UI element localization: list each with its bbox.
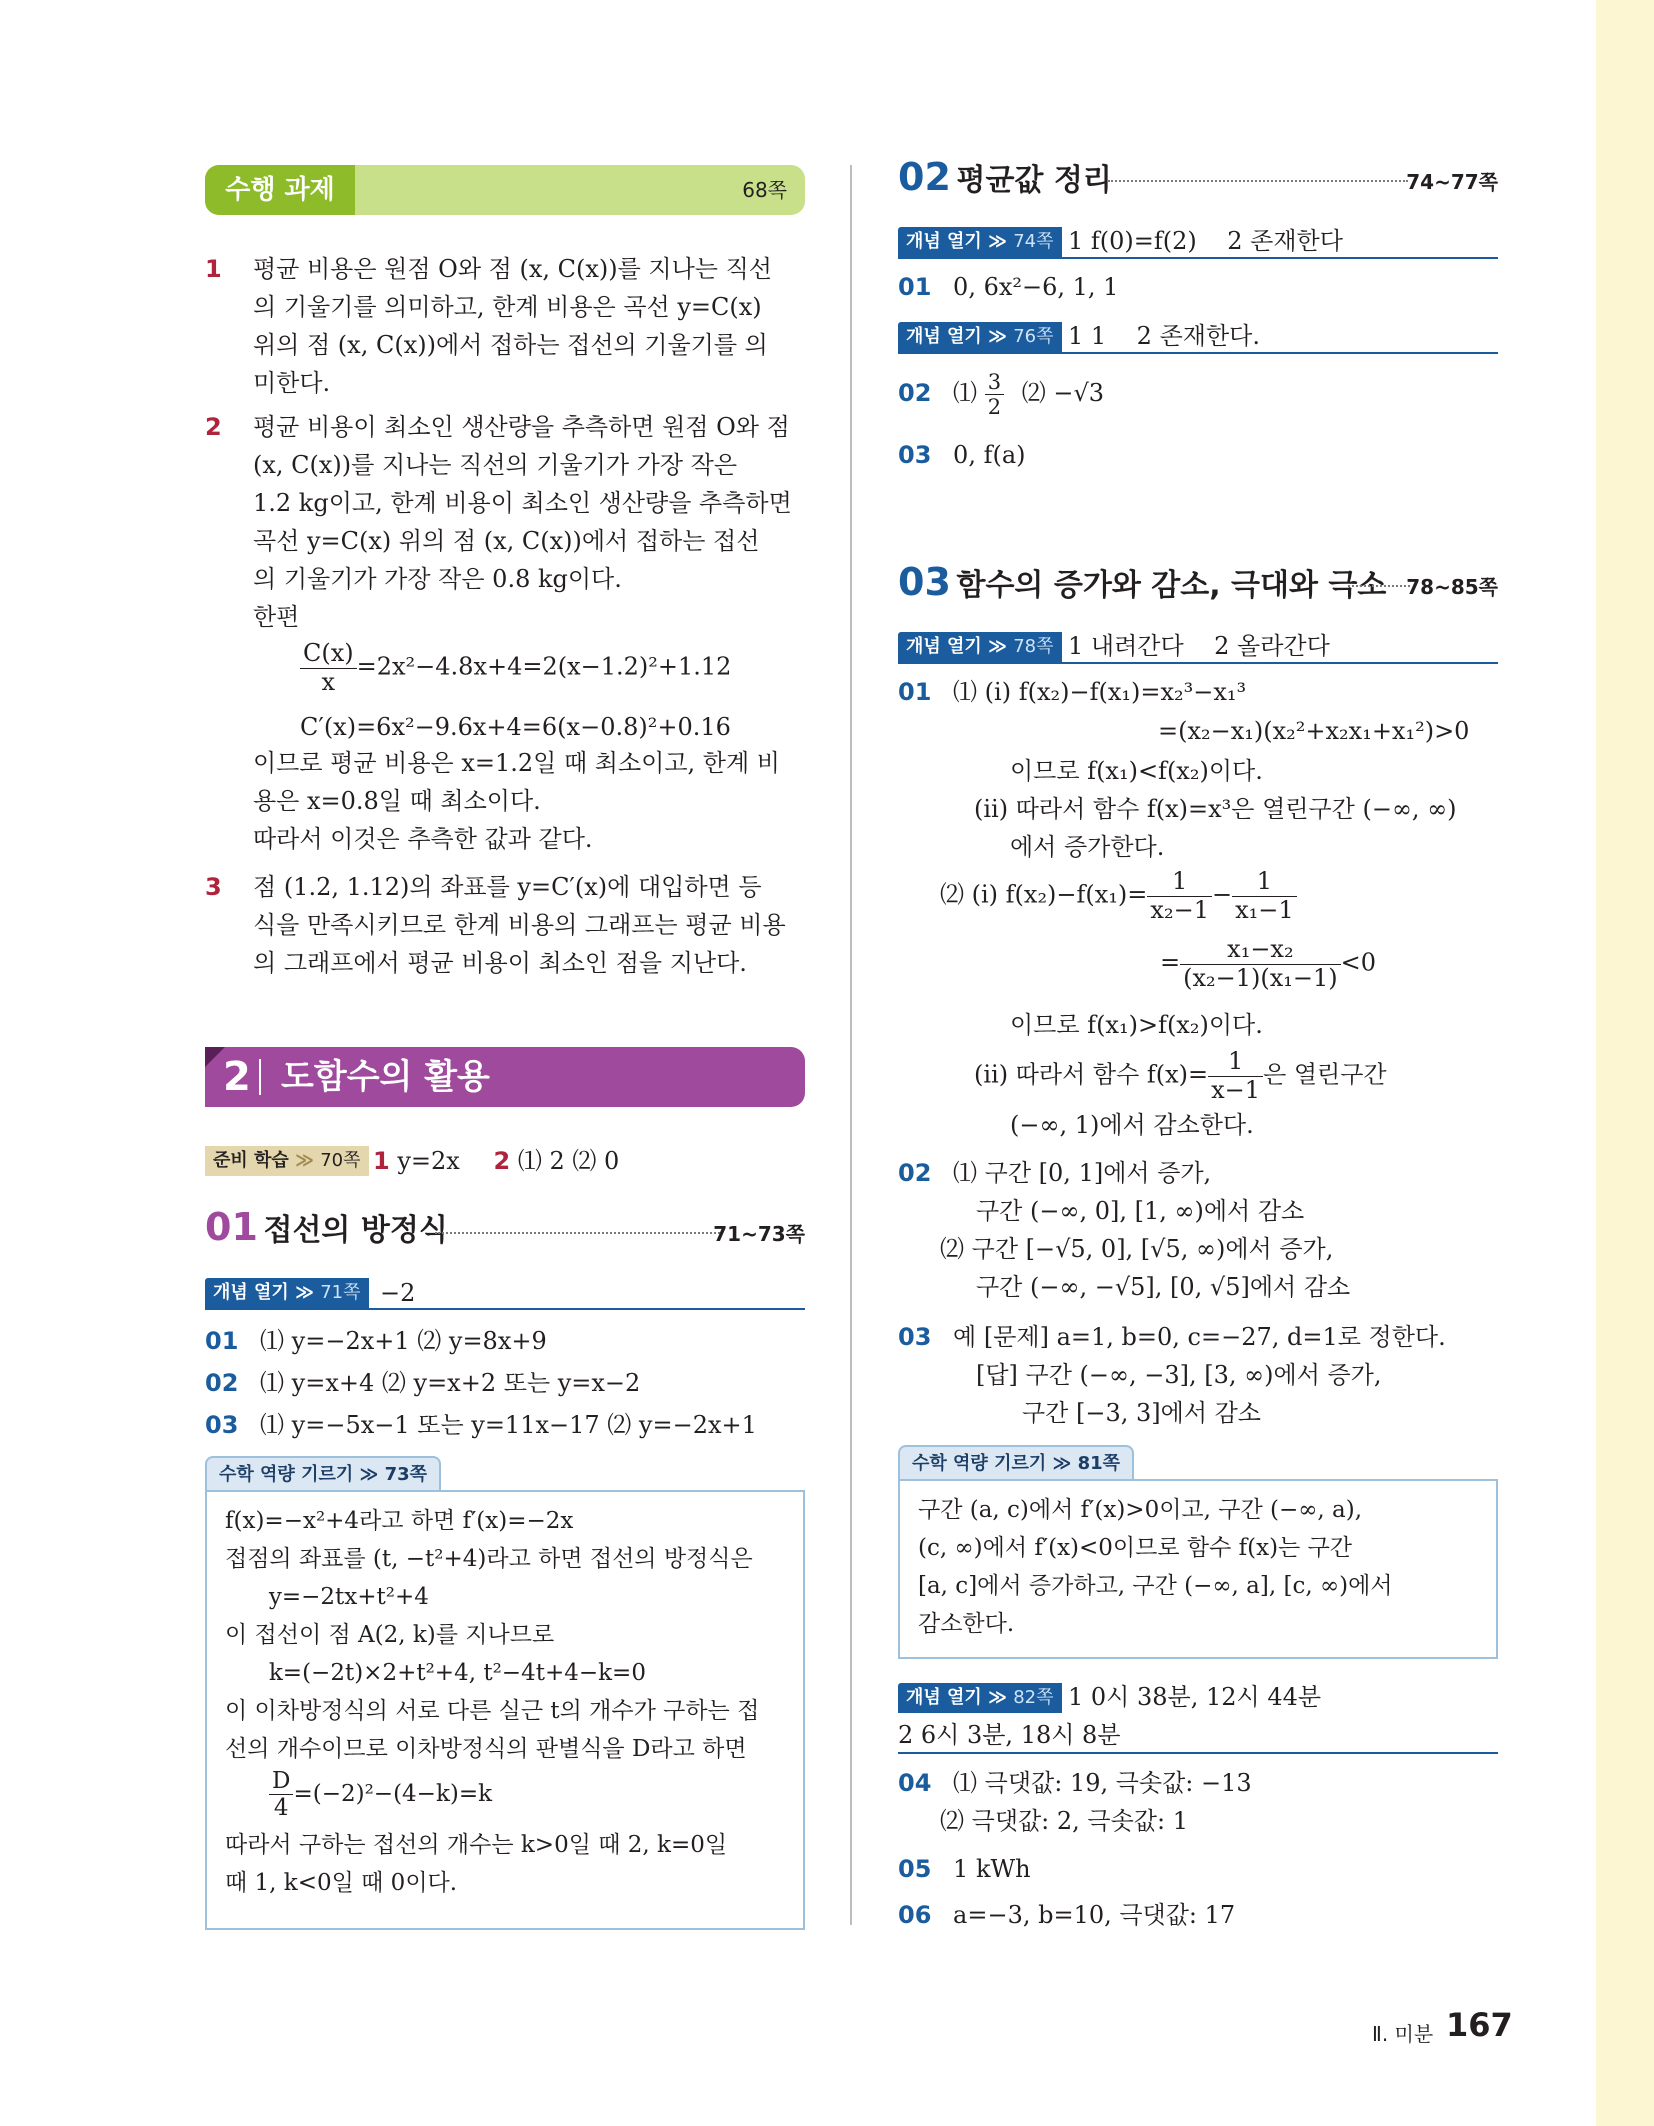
- text-line: 감소한다.: [918, 1611, 1015, 1637]
- badge-label: 개념 열기: [906, 326, 982, 347]
- double-arrow-icon: ≫: [988, 326, 1007, 347]
- task-item-text: [253, 868, 805, 982]
- text-line: f(x)=−x²+4라고 하면 f′(x)=−2x: [225, 1508, 574, 1534]
- fraction: $\frac{1}{x-1}$: [1208, 1048, 1263, 1104]
- answer-text: ⑴ y=x+4 ⑵ y=x+2 또는 y=x−2: [260, 1369, 641, 1397]
- answer-text: (ⅱ) 따라서 함수 f(x)=x³은 열린구간 (−∞, ∞): [974, 795, 1457, 823]
- task-header: [205, 165, 805, 215]
- answer-text: a=−3, b=10, 극댓값: 17: [953, 1901, 1236, 1929]
- task-item-2-conclusion: [253, 744, 813, 858]
- section-number: 02: [898, 155, 951, 199]
- discriminant-equation: [269, 1768, 795, 1826]
- answer-number: 03: [205, 1411, 239, 1439]
- skill-box: [898, 1479, 1498, 1659]
- answer-text: ⑴: [953, 379, 978, 408]
- page-number: 167: [1446, 2006, 1513, 2044]
- section-pages: 74~77쪽: [1406, 170, 1498, 194]
- answer-row: [205, 1406, 805, 1444]
- task-item-number: 1: [205, 255, 222, 283]
- prep-badge: [205, 1146, 369, 1176]
- answer-number: 05: [898, 1855, 932, 1883]
- text-line: 따라서 이것은 추측한 값과 같다.: [253, 825, 593, 853]
- answer-06: [898, 1896, 1235, 1934]
- double-arrow-icon: ≫: [295, 1150, 314, 1171]
- badge-page: 71쪽: [320, 1282, 361, 1303]
- task-item-2: [205, 408, 805, 636]
- answer-text: 이므로 f(x₁)>f(x₂)이다.: [1010, 1011, 1263, 1039]
- answer-text: <0: [1340, 948, 1377, 977]
- double-arrow-icon: ≫: [295, 1282, 314, 1303]
- section-02-title: [898, 155, 1112, 199]
- answer-row: [898, 370, 1104, 419]
- task-item-number: 3: [205, 873, 222, 901]
- fraction: $\frac{\text{x₁−x₂}}{\text{(x₂−1)(x₁−1)}}$: [1180, 936, 1341, 992]
- answer-row: [205, 1322, 805, 1360]
- skill-tab: 수학 역량 기르기 ≫ 81쪽: [898, 1445, 1134, 1481]
- answer-number: 03: [898, 1323, 932, 1351]
- text-line: 이 이차방정식의 서로 다른 실근 t의 개수가 구하는 접: [225, 1698, 760, 1724]
- skill-box: [205, 1490, 805, 1930]
- text-line: 따라서 구하는 접선의 개수는 k>0일 때 2, k=0일: [225, 1832, 728, 1858]
- answer-text: 은 열린구간: [1263, 1060, 1387, 1089]
- section-number: 01: [205, 1205, 258, 1249]
- task-page: 68쪽: [742, 178, 787, 202]
- answer-01: [898, 673, 1498, 711]
- concept-badge: [205, 1278, 369, 1308]
- text-line: k=(−2t)×2+t²+4, t²−4t+4−k=0: [225, 1660, 646, 1686]
- concept-answer: 1 1 2 존재한다.: [1068, 322, 1260, 350]
- answer-text: 이므로 f(x₁)<f(x₂)이다.: [1010, 757, 1263, 785]
- answer-number: 02: [898, 1159, 932, 1187]
- task-item-text: [253, 250, 805, 402]
- fraction: $\frac{D}{4}$: [269, 1768, 293, 1822]
- answer-text: ⑵ 극댓값: 2, 극솟값: 1: [940, 1807, 1188, 1835]
- text-line: y=−2tx+t²+4: [225, 1584, 429, 1610]
- answer-text: 구간 [−3, 3]에서 감소: [1022, 1399, 1261, 1427]
- corner-tab: [205, 1047, 225, 1067]
- text-line: 미한다.: [253, 369, 331, 397]
- answer-02: [898, 1154, 1498, 1192]
- answer-number: 04: [898, 1769, 932, 1797]
- answer-text: ⑵ (ⅰ) f(x₂)−f(x₁)=: [940, 880, 1148, 909]
- answer-number: 02: [898, 379, 932, 408]
- section-name: 접선의 방정식: [263, 1213, 448, 1248]
- badge-label: 개념 열기: [906, 1687, 982, 1708]
- double-arrow-icon: ≫: [988, 636, 1007, 657]
- prep-answers: [373, 1142, 619, 1180]
- divider: [259, 1059, 261, 1095]
- text-line: 구간 (a, c)에서 f′(x)>0이고, 구간 (−∞, a),: [918, 1497, 1363, 1523]
- concept-answer: 1 0시 38분, 12시 44분: [1068, 1683, 1322, 1711]
- answer-text: 구간 (−∞, −√5], [0, √5]에서 감소: [976, 1273, 1351, 1301]
- text-line: 선의 개수이므로 이차방정식의 판별식을 D라고 하면: [225, 1736, 747, 1762]
- text-line: 때 1, k<0일 때 0이다.: [225, 1870, 458, 1896]
- concept-badge: [898, 1683, 1062, 1713]
- task-item-3: [205, 868, 805, 982]
- badge-page: 78쪽: [1013, 636, 1054, 657]
- answer-number: 2: [493, 1147, 511, 1175]
- answer-text: ⑵ 구간 [−√5, 0], [√5, ∞)에서 증가,: [940, 1235, 1334, 1263]
- text-line: (c, ∞)에서 f′(x)<0이므로 함수 f(x)는 구간: [918, 1535, 1353, 1561]
- answer-number: 01: [898, 273, 932, 301]
- fraction: $\frac{C(x)}{x}$: [300, 640, 357, 696]
- answer-text: ⑴ 구간 [0, 1]에서 증가,: [953, 1159, 1212, 1187]
- equation-rhs: =(−2)²−(4−k)=k: [293, 1780, 493, 1807]
- answer-row: [205, 1364, 805, 1402]
- text-line: 위의 점 (x, C(x))에서 접하는 접선의 기울기를 의: [253, 331, 768, 359]
- section-01-title: [205, 1205, 448, 1249]
- dotted-leader: [1348, 585, 1410, 587]
- text-line: 의 기울기를 의미하고, 한계 비용은 곡선 y=C(x): [253, 293, 762, 321]
- section-name: 함수의 증가와 감소, 극대와 극소: [956, 568, 1387, 603]
- equation-marginal-cost: C′(x)=6x²−9.6x+4=6(x−0.8)²+0.16: [300, 713, 731, 741]
- text-line: [a, c]에서 증가하고, 구간 (−∞, a], [c, ∞)에서: [918, 1573, 1393, 1599]
- badge-page: 82쪽: [1013, 1687, 1054, 1708]
- column-divider: [850, 165, 852, 1925]
- answer-number: 01: [205, 1327, 239, 1355]
- text-line: 이므로 평균 비용은 x=1.2일 때 최소이고, 한계 비: [253, 749, 780, 777]
- underline: [898, 257, 1498, 259]
- dotted-leader: [435, 1232, 720, 1234]
- operator: =: [1160, 948, 1181, 977]
- equation-rhs: =2x²−4.8x+4=2(x−1.2)²+1.12: [356, 652, 732, 681]
- answer-text: (−∞, 1)에서 감소한다.: [1010, 1111, 1254, 1139]
- text-line: 식을 만족시키므로 한계 비용의 그래프는 평균 비용: [253, 911, 786, 939]
- text-line: 의 기울기가 가장 작은 0.8 kg이다.: [253, 565, 622, 593]
- answer-04: [898, 1764, 1498, 1802]
- chapter-title: 도함수의 활용: [281, 1057, 490, 1097]
- concept-answer: 2 6시 3분, 18시 8분: [898, 1721, 1121, 1749]
- operator: −: [1211, 880, 1233, 909]
- text-line: 평균 비용은 원점 O와 점 (x, C(x))를 지나는 직선: [253, 255, 772, 283]
- answer-text: 에서 증가한다.: [1010, 833, 1165, 861]
- answer-number: 03: [898, 441, 932, 469]
- answer-03: [898, 1318, 1498, 1356]
- text-line: 곡선 y=C(x) 위의 점 (x, C(x))에서 접하는 접선: [253, 527, 760, 555]
- chapter-number: 2: [223, 1054, 251, 1100]
- task-item-1: [205, 250, 805, 402]
- answer-text: ⑴ 2 ⑵ 0: [517, 1147, 620, 1175]
- badge-page: 74쪽: [1013, 231, 1054, 252]
- underline: [898, 662, 1498, 664]
- concept-answer: −2: [380, 1279, 416, 1307]
- concept-badge: [898, 632, 1062, 662]
- answer-text: ⑵ −√3: [1021, 379, 1105, 408]
- text-line: 접점의 좌표를 (t, −t²+4)라고 하면 접선의 방정식은: [225, 1546, 753, 1572]
- text-line: 이 접선이 점 A(2, k)를 지나므로: [225, 1622, 555, 1648]
- underline: [205, 1308, 805, 1310]
- fraction: $\frac{1}{\text{x₂−1}}$: [1147, 868, 1212, 924]
- chapter-header: [205, 1047, 805, 1107]
- answer-text: 구간 (−∞, 0], [1, ∞)에서 감소: [976, 1197, 1305, 1225]
- answer-text: ⑴ y=−5x−1 또는 y=11x−17 ⑵ y=−2x+1: [260, 1411, 757, 1439]
- concept-answer: 1 내려간다 2 올라간다: [1068, 632, 1330, 660]
- answer-text: 0, f(a): [953, 441, 1026, 469]
- text-line: 점 (1.2, 1.12)의 좌표를 y=C′(x)에 대입하면 등: [253, 873, 762, 901]
- dotted-leader: [1108, 180, 1408, 182]
- answer-text: [답] 구간 (−∞, −3], [3, ∞)에서 증가,: [976, 1361, 1382, 1389]
- double-arrow-icon: ≫: [988, 231, 1007, 252]
- underline: [898, 1752, 1498, 1754]
- answer-number: 01: [898, 678, 932, 706]
- text-line: 한편: [253, 603, 300, 631]
- task-item-number: 2: [205, 413, 222, 441]
- section-pages: 71~73쪽: [713, 1222, 805, 1246]
- answer-text: ⑴ y=−2x+1 ⑵ y=8x+9: [260, 1327, 547, 1355]
- text-line: (x, C(x))를 지나는 직선의 기울기가 가장 작은: [253, 451, 738, 479]
- skill-text: [225, 1502, 795, 1902]
- page-side-band: [1596, 0, 1654, 2126]
- concept-badge: [898, 227, 1062, 257]
- answer-text: ⑴ (ⅰ) f(x₂)−f(x₁)=x₂³−x₁³: [953, 678, 1247, 706]
- badge-label: 개념 열기: [906, 231, 982, 252]
- answer-fraction-line: [940, 868, 1297, 924]
- fraction: $\frac{1}{\text{x₁−1}}$: [1232, 868, 1297, 924]
- answer-text: y=2x: [397, 1147, 460, 1175]
- section-name: 평균값 정리: [956, 163, 1112, 198]
- footer-chapter: Ⅱ. 미분: [1372, 2022, 1434, 2046]
- answer-text: (ⅱ) 따라서 함수 f(x)=: [974, 1060, 1209, 1089]
- concept-badge: [898, 322, 1062, 352]
- answer-text: 0, 6x²−6, 1, 1: [953, 273, 1119, 301]
- answer-text: =(x₂−x₁)(x₂²+x₂x₁+x₁²)>0: [1158, 717, 1470, 745]
- answer-row: [898, 436, 1026, 474]
- prep-label: 준비 학습: [213, 1150, 289, 1171]
- badge-label: 개념 열기: [213, 1282, 289, 1303]
- answer-fraction-line: [1160, 936, 1376, 992]
- text-line: 평균 비용이 최소인 생산량을 추측하면 원점 O와 점: [253, 413, 790, 441]
- section-03-title: [898, 560, 1386, 604]
- skill-tab: 수학 역량 기르기 ≫ 73쪽: [205, 1456, 441, 1492]
- equation-average-cost: [300, 640, 731, 696]
- double-arrow-icon: ≫: [988, 1687, 1007, 1708]
- fraction: $\frac{3}{2}$: [985, 370, 1004, 419]
- concept-answer: 1 f(0)=f(2) 2 존재한다: [1068, 227, 1343, 255]
- underline: [898, 352, 1498, 354]
- text-line: 용은 x=0.8일 때 최소이다.: [253, 787, 541, 815]
- badge-page: 76쪽: [1013, 326, 1054, 347]
- answer-text: 1 kWh: [953, 1855, 1031, 1883]
- answer-text: 예 [문제] a=1, b=0, c=−27, d=1로 정한다.: [953, 1323, 1446, 1351]
- answer-text: ⑴ 극댓값: 19, 극솟값: −13: [953, 1769, 1252, 1797]
- answer-fraction-line: [974, 1048, 1387, 1104]
- answer-row: [898, 268, 1118, 306]
- text-line: 의 그래프에서 평균 비용이 최소인 점을 지난다.: [253, 949, 747, 977]
- answer-number: 02: [205, 1369, 239, 1397]
- answer-number: 06: [898, 1901, 932, 1929]
- task-item-text: [253, 408, 805, 636]
- text-line: 1.2 kg이고, 한계 비용이 최소인 생산량을 추측하면: [253, 489, 792, 517]
- skill-text: [918, 1491, 1488, 1643]
- section-number: 03: [898, 560, 951, 604]
- prep-page: 70쪽: [320, 1150, 361, 1171]
- answer-05: [898, 1850, 1031, 1888]
- answer-number: 1: [373, 1147, 390, 1175]
- task-label: 수행 과제: [205, 165, 355, 215]
- badge-label: 개념 열기: [906, 636, 982, 657]
- section-pages: 78~85쪽: [1406, 575, 1498, 599]
